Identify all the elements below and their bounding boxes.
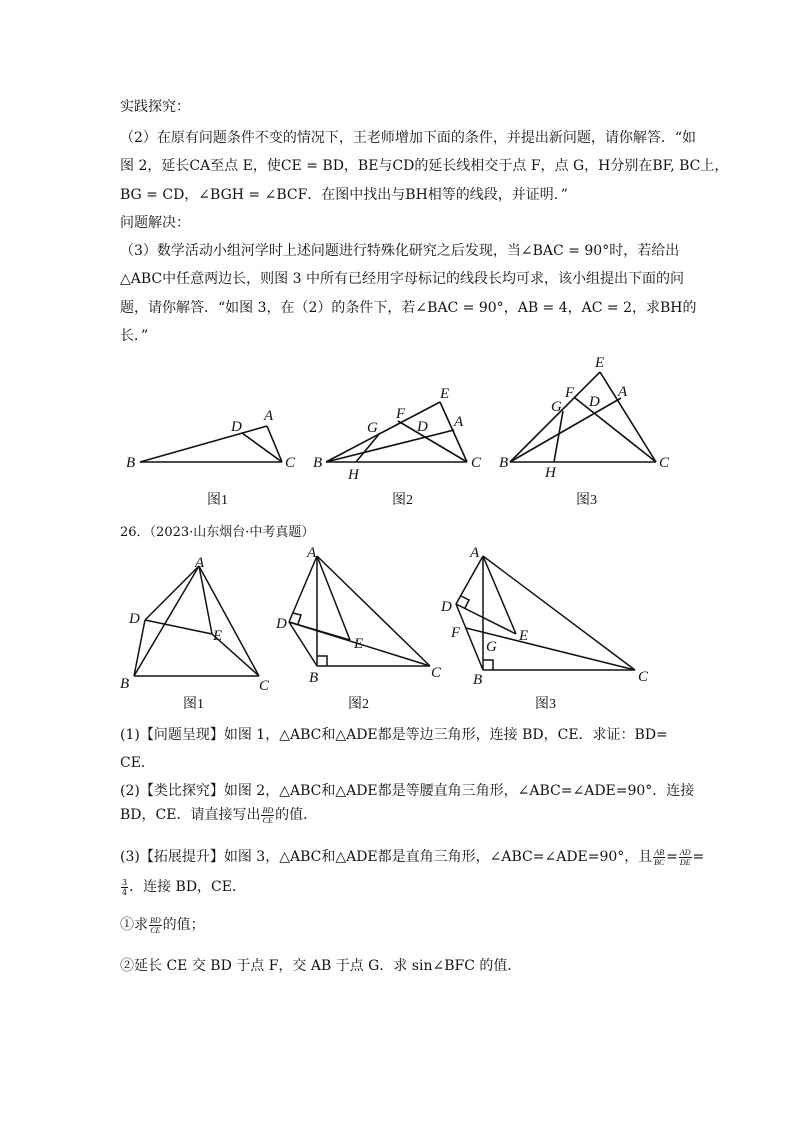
label-f1-b: B [126,455,136,471]
label-p26f3-f: F [451,625,461,641]
p26-q2-line2 [120,804,317,825]
p26-q1-line2: CE． [120,755,155,771]
label-f3-e: E [595,355,605,371]
label-p26f1-e: E [213,628,223,644]
label-p26f2-d: D [276,616,287,632]
q3-line-2: △ABC中任意两边长，则图 3 中所有已经用字母标记的线段长均可求，该小组提出下面的问 [120,271,684,287]
label-p26f3-e: E [519,628,529,644]
p26-q1-line1: (1)【问题呈现】如图 1，△ABC和△ADE都是等边三角形，连接 BD，CE．求证：BD= [120,727,668,743]
q2-line-2: 图 2，延长CA至点 E，使CE = BD，BE与CD的延长线相交于点 F，点 G，H分别在BF, BC上， [120,158,729,174]
q3-line-3: 题，请你解答．“如图 3，在（2）的条件下，若∠BAC = 90°，AB = 4，AC = 2，求BH的 [120,300,697,316]
label-f3-a: A [618,384,628,400]
label-f2-g: G [367,420,378,436]
label-p26f1-c: C [259,678,270,694]
label-f3-d: D [589,394,600,410]
fraction-ad-de: $\frac{AD}{DE}$ [679,847,691,867]
label-f2-b: B [313,455,323,471]
p26-q2-text-b: 的值． [275,807,318,823]
label-p26f3-c: C [638,669,649,685]
q3-line-4: 长．” [120,328,149,344]
label-f2-c: C [471,455,482,471]
label-f3-c: C [659,455,670,471]
p26-sub1-text-b: 的值； [162,917,205,933]
caption-p26-fig3: 图3 [535,697,556,712]
p26-q3-line2 [120,876,246,897]
label-p26f2-e: E [354,636,364,652]
label-p26f3-g: G [486,639,497,655]
label-p26f2-c: C [431,665,442,681]
problem-26-header: 26．（2023·山东烟台·中考真题） [120,525,315,540]
fraction-bd-ce: $\frac{BD}{CE}$ [262,805,274,825]
p26-sub2: ②延长 CE 交 BD 于点 F，交 AB 于点 G．求 sin∠BFC 的值． [120,958,522,974]
p26-q2-line1: (2)【类比探究】如图 2，△ABC和△ADE都是等腰直角三角形，∠ABC=∠ADE=90°．连接 [120,783,695,799]
fraction-ab-bc: $\frac{AB}{BC}$ [654,847,665,867]
label-p26f3-b: B [473,672,483,688]
p26-q3-text-a: (3)【拓展提升】如图 3，△ABC和△ADE都是直角三角形，∠ABC=∠ADE=90°，且 [120,849,653,865]
label-f3-h: H [545,465,556,481]
p26-q3-eq: = [666,849,678,865]
label-p26f1-d: D [129,611,140,627]
label-f3-g: G [551,399,562,415]
label-f2-e: E [440,386,450,402]
label-f2-h: H [348,467,359,483]
fraction-bd-ce-2: $\frac{BD}{CE}$ [150,915,161,935]
label-p26f2-a: A [307,545,317,561]
label-f2-a: A [454,414,464,430]
p26-sub1-text-a: ①求 [120,917,148,933]
caption-top-fig3: 图3 [576,493,597,508]
p26-q3-line1: (3)【拓展提升】如图 3，△ABC和△ADE都是直角三角形，∠ABC=∠ADE=90°，且 $\frac{AB}{BC}$ = $\frac{AD}{DE}$ = [120,847,705,867]
label-p26f3-a: A [470,545,480,561]
heading-solve: 问题解决： [120,215,190,231]
caption-top-fig2: 图2 [392,493,413,508]
label-p26f3-d: D [441,599,452,615]
label-f1-a: A [264,408,274,424]
label-f1-d: D [231,419,242,435]
p26-q3-text-c: ．连接 BD，CE． [129,879,246,895]
p26-q2-text-a: BD，CE．请直接写出 [120,807,261,823]
fraction-three-quarters: $\frac{3}{4}$ [122,877,128,897]
caption-p26-fig1: 图1 [183,697,204,712]
q2-line-1: （2）在原有问题条件不变的情况下，王老师增加下面的条件，并提出新问题，请你解答．“如 [120,130,697,146]
label-f2-f: F [396,406,406,422]
label-p26f1-b: B [120,676,130,692]
label-f3-f: F [565,385,575,401]
p26-sub1 [120,914,205,935]
q3-line-1: （3）数学活动小组河学时上述问题进行特殊化研究之后发现，当∠BAC = 90°时，若给出 [120,243,680,259]
q2-line-3: BG = CD，∠BGH = ∠BCF．在图中找出与BH相等的线段，并证明．” [120,187,568,203]
label-f1-c: C [285,455,296,471]
caption-top-fig1: 图1 [207,493,228,508]
heading-practice: 实践探究： [120,99,190,115]
label-f3-b: B [499,455,509,471]
label-p26f2-b: B [309,670,319,686]
label-p26f1-a: A [195,555,205,571]
caption-p26-fig2: 图2 [348,697,369,712]
label-f2-d: D [417,419,428,435]
